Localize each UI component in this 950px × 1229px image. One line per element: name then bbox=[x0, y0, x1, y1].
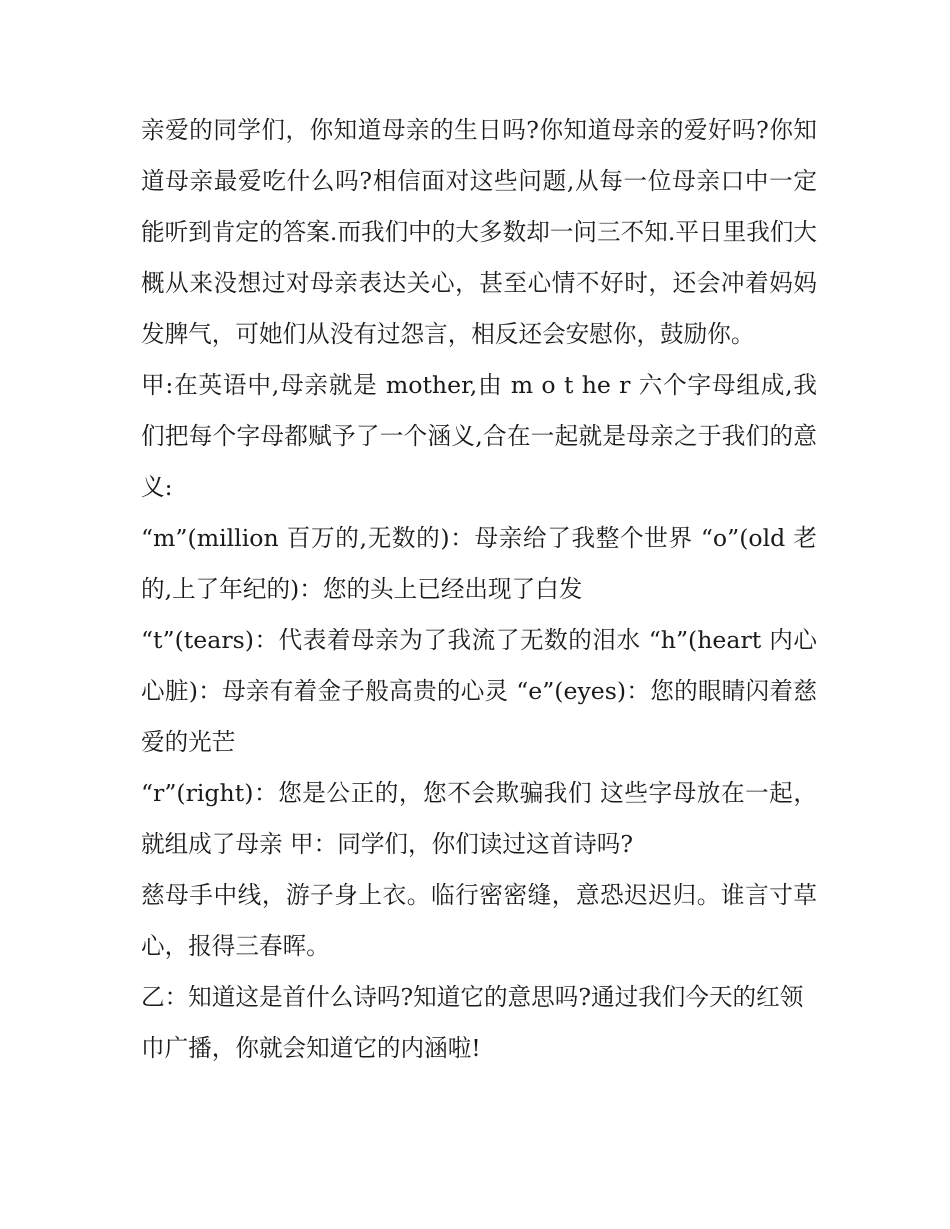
letter-r-paragraph: “r”(right)：您是公正的，您不会欺骗我们 这些字母放在一起，就组成了母亲 甲：同学们，你们读过这首诗吗? bbox=[141, 779, 817, 858]
poem-paragraph: 慈母手中线，游子身上衣。临行密密缝，意恐迟迟归。谁言寸草心，报得三春晖。 bbox=[141, 881, 817, 960]
document-body bbox=[141, 105, 817, 1074]
letters-m-o-paragraph: “m”(million 百万的,无数的)：母亲给了我整个世界 “o”(old 老的,上了年纪的)：您的头上已经出现了白发 bbox=[141, 524, 817, 603]
intro-paragraph: 亲爱的同学们，你知道母亲的生日吗?你知道母亲的爱好吗?你知道母亲最爱吃什么吗?相信面对这些问题,从每一位母亲口中一定能听到肯定的答案.而我们中的大多数却一问三不知.平日里我们大概从来没想过对母亲表达关心，甚至心情不好时，还会冲着妈妈发脾气，可她们从没有过怨言，相反还会安慰你，鼓励你。 bbox=[141, 116, 817, 348]
mother-letters-intro-paragraph: 甲:在英语中,母亲就是 mother,由 m o t he r 六个字母组成,我们把每个字母都赋予了一个涵义,合在一起就是母亲之于我们的意义: bbox=[141, 371, 817, 501]
letters-t-h-e-paragraph: “t”(tears)：代表着母亲为了我流了无数的泪水 “h”(heart 内心心脏)：母亲有着金子般高贵的心灵 “e”(eyes)：您的眼睛闪着慈爱的光芒 bbox=[141, 626, 817, 756]
closing-paragraph: 乙：知道这是首什么诗吗?知道它的意思吗?通过我们今天的红领巾广播，你就会知道它的内涵啦! bbox=[141, 983, 804, 1062]
